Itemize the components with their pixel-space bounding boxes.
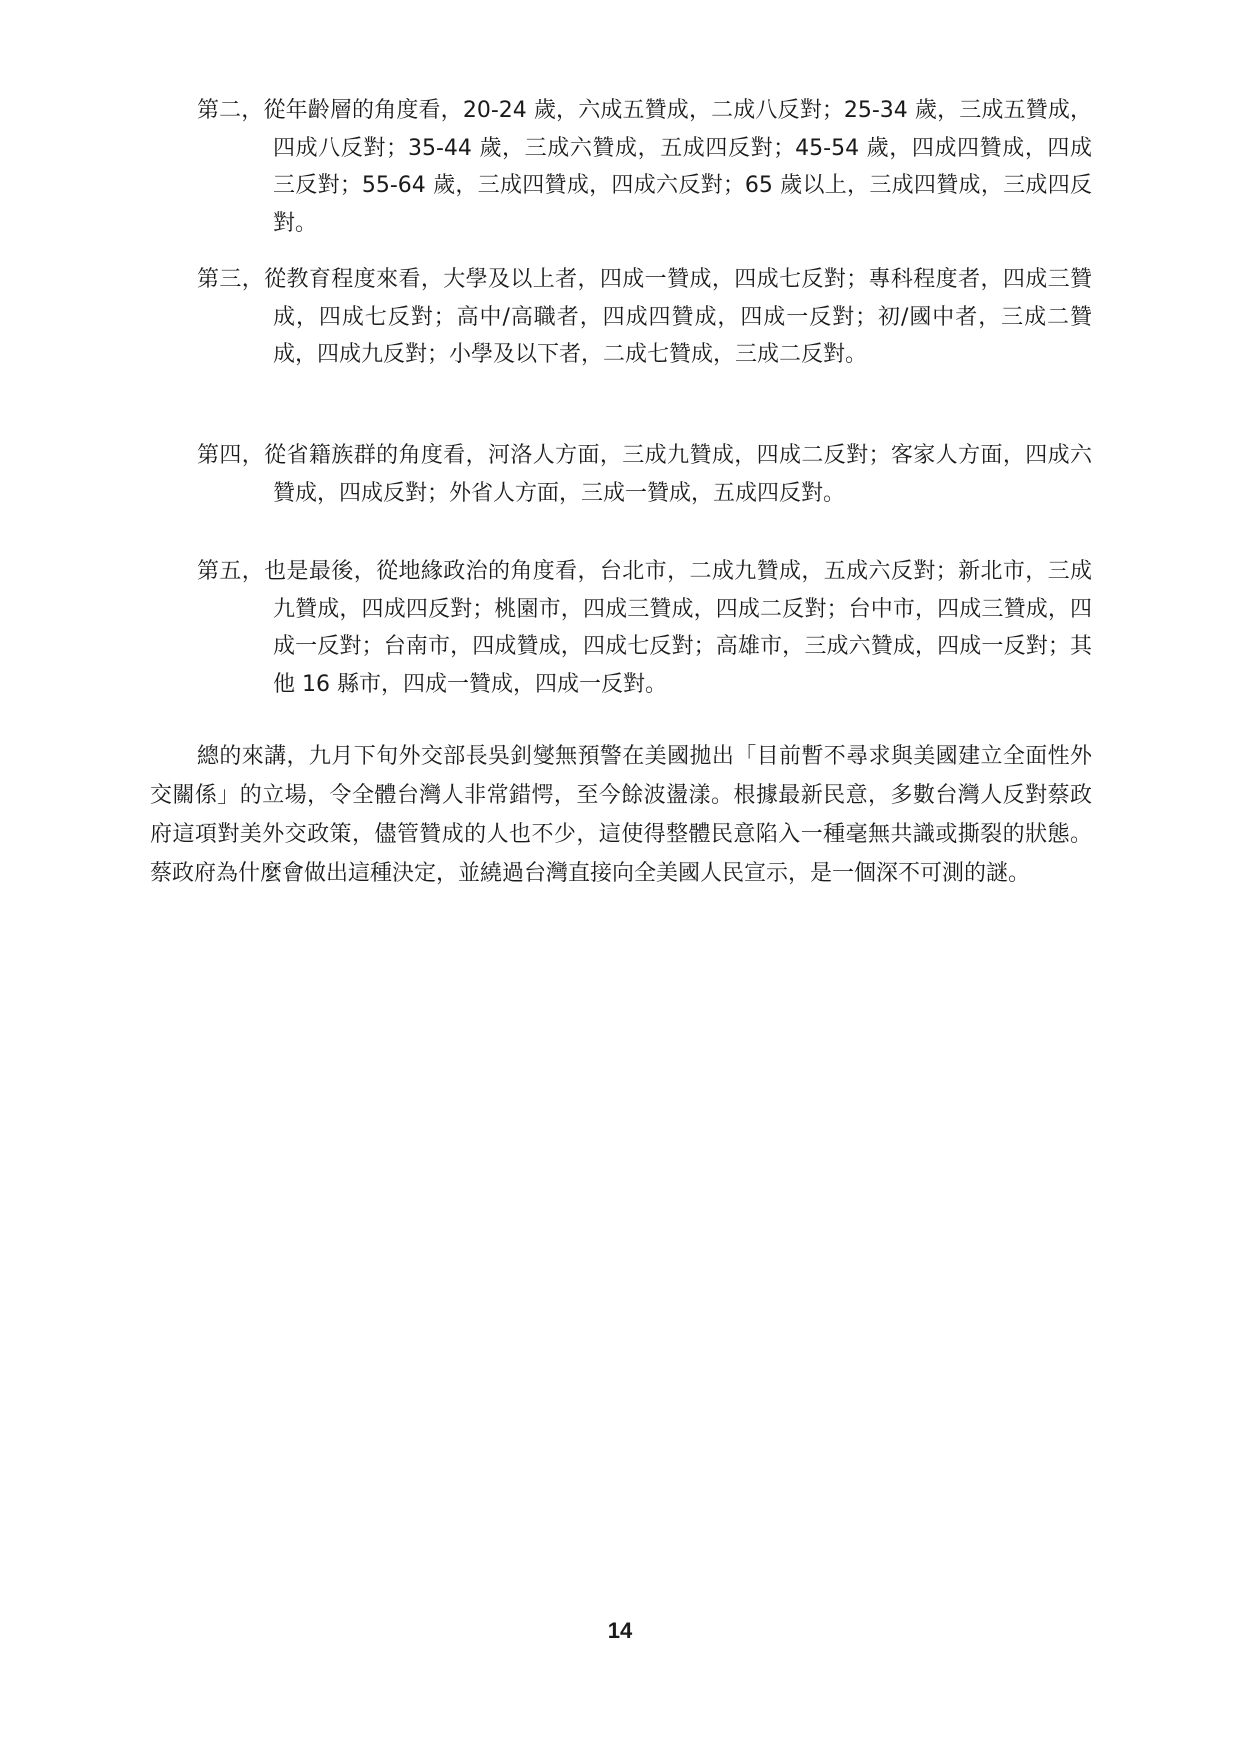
paragraph-geopolitics: 第五，也是最後，從地緣政治的角度看，台北市，二成九贊成，五成六反對；新北市，三成九贊成，四成四反對；桃園市，四成三贊成，四成二反對；台中市，四成三贊成，四成一反對；台南市，四成贊成，四成七反對；高雄市，三成六贊成，四成一反對；其他 16 縣市，四成一贊成，四成一反對。 [197,559,1092,697]
paragraph-age-group: 第二，從年齡層的角度看，20-24 歲，六成五贊成，二成八反對；25-34 歲，三成五贊成，四成八反對；35-44 歲，三成六贊成，五成四反對；45-54 歲，四成四贊成，四成三反對；55-64 歲，三成四贊成，四成六反對；65 歲以上，三成四贊成，三成四反對。 [197,98,1092,236]
paragraph-education-level: 第三，從教育程度來看，大學及以上者，四成一贊成，四成七反對；專科程度者，四成三贊成，四成七反對；高中/高職者，四成四贊成，四成一反對；初/國中者，三成二贊成，四成九反對；小學及以下者，二成七贊成，三成二反對。 [197,267,1092,367]
paragraph-summary: 總的來講，九月下旬外交部長吳釗燮無預警在美國拋出「目前暫不尋求與美國建立全面性外交關係」的立場，令全體台灣人非常錯愕，至今餘波盪漾。根據最新民意，多數台灣人反對蔡政府這項對美外交政策，儘管贊成的人也不少，這使得整體民意陷入一種毫無共識或撕裂的狀態。蔡政府為什麼會做出這種決定，並繞過台灣直接向全美國人民宣示，是一個深不可測的謎。 [150,744,1092,886]
page-number: 14 [607,1618,633,1643]
paragraph-ethnic-group: 第四，從省籍族群的角度看，河洛人方面，三成九贊成，四成二反對；客家人方面，四成六贊成，四成反對；外省人方面，三成一贊成，五成四反對。 [197,443,1092,506]
